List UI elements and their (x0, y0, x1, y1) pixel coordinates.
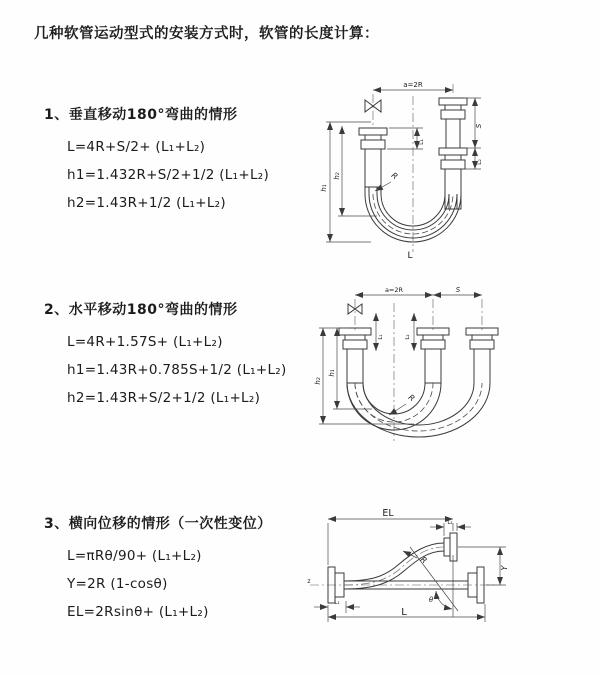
diagram-vertical-bend (313, 76, 598, 264)
dim-label-l: L (401, 607, 407, 618)
middle-pipe-fitting (417, 328, 449, 349)
dim-label-l2: L₂ (405, 334, 411, 340)
dim-label-a2r: a=2R (384, 286, 404, 294)
formula-line: EL=2Rsinθ+ (L₁+L₂) (67, 604, 209, 620)
dim-label-s: S (475, 123, 483, 129)
axis-mark: z (307, 578, 311, 585)
angle-label: θ (428, 596, 434, 604)
angle-construction (410, 547, 458, 617)
braided-hose-section (347, 349, 363, 383)
dim-label-l2: L₂ (447, 520, 453, 526)
dim-label-l1: L₁ (378, 334, 384, 340)
diagram-horizontal-bend (310, 283, 600, 448)
dim-label-a2r: a=2R (403, 81, 423, 89)
braided-hose-section (425, 349, 441, 383)
section-2-heading: 2、水平移动180°弯曲的情形 (44, 302, 238, 318)
section-3-heading: 3、横向位移的情形（一次性变位） (44, 516, 272, 532)
dim-label-el: EL (382, 508, 394, 519)
radius-label: R (418, 554, 429, 566)
right-pipe-tube (474, 349, 490, 383)
formula-line: h2=1.43R+S/2+1/2 (L₁+L₂) (67, 390, 261, 406)
length-label: L (407, 251, 413, 261)
formula-line: L=4R+1.57S+ (L₁+L₂) (67, 334, 223, 350)
radius-label: R (406, 392, 417, 404)
right-pipe-fitting (439, 98, 467, 169)
dim-label-h1: h₁ (328, 369, 336, 377)
section-2 (44, 299, 287, 412)
dim-label-l2: L₂ (476, 159, 483, 165)
formula-line: h1=1.43R+0.785S+1/2 (L₁+L₂) (67, 362, 287, 378)
dim-label-y: Y (500, 565, 509, 571)
formula-line: L=4R+S/2+ (L₁+L₂) (67, 139, 206, 155)
dim-label-l1: L₁ (334, 600, 340, 606)
hose-u-bend-position2 (347, 383, 490, 437)
hose-s-curve (344, 543, 444, 589)
dim-label-s: S (455, 286, 461, 294)
diagram-lateral-displacement (300, 505, 600, 653)
section-1 (44, 104, 269, 217)
formula-line: Y=2R (1-cosθ) (67, 576, 168, 592)
section-3 (44, 513, 272, 626)
formula-line: L=πRθ/90+ (L₁+L₂) (67, 548, 202, 564)
right-pipe-fitting (466, 328, 498, 349)
section-1-heading: 1、垂直移动180°弯曲的情形 (44, 107, 238, 123)
dim-label-h2: h₂ (314, 377, 322, 385)
left-pipe-fitting (339, 328, 371, 349)
braided-hose-section (445, 169, 461, 209)
page-title: 几种软管运动型式的安装方式时，软管的长度计算： (34, 26, 379, 42)
dim-label-h2: h₂ (333, 172, 341, 180)
formula-line: h1=1.432R+S/2+1/2 (L₁+L₂) (67, 167, 270, 183)
radius-label: R (389, 170, 400, 182)
braided-hose-section (365, 149, 381, 187)
dim-label-l1: L₁ (418, 139, 425, 145)
upper-flange (444, 533, 457, 561)
formula-line: h2=1.43R+1/2 (L₁+L₂) (67, 195, 226, 211)
dim-label-h1: h₁ (320, 184, 328, 192)
left-pipe-fitting (359, 128, 387, 149)
